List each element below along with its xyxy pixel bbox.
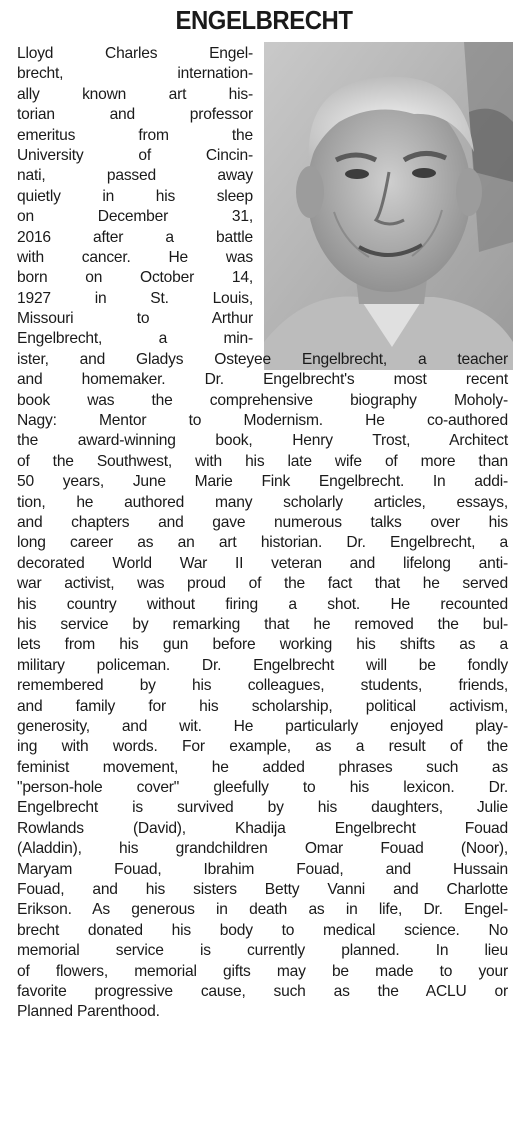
text-line: University of Cincin- [17,146,253,164]
text-line: Engelbrecht, a min- [17,330,253,348]
text-line: born on October 14, [17,269,253,287]
text-line: and family for his scholarship, political activism, [17,697,508,715]
text-line: Rowlands (David), Khadija Engelbrecht Fouad [17,819,508,837]
text-line: his country without firing a shot. He recounted [17,595,508,613]
text-line: remembered by his colleagues, students, friends, [17,677,508,695]
text-line: Nagy: Mentor to Modernism. He co-authored [17,412,508,430]
text-line: Engelbrecht is survived by his daughters, Julie [17,799,508,817]
text-line: Maryam Fouad, Ibrahim Fouad, and Hussain [17,860,508,878]
text-line: brecht, internation- [17,65,253,83]
text-line: on December 31, [17,208,253,226]
text-line: and homemaker. Dr. Engelbrecht's most recent [17,371,508,389]
obituary-full-width-paragraph [17,350,517,1023]
text-line: torian and professor [17,106,253,124]
text-line: of the Southwest, with his late wife of more than [17,452,508,470]
text-line: 50 years, June Marie Fink Engelbrecht. In addi- [17,473,508,491]
text-line: decorated World War II veteran and lifelong anti- [17,554,508,572]
text-line: ally known art his- [17,85,253,103]
text-line: military policeman. Dr. Engelbrecht will be fondly [17,656,508,674]
text-line: ister, and Gladys Osteyee Engelbrecht, a teacher [17,350,508,368]
text-line: war activist, was proud of the fact that he served [17,575,508,593]
text-line: his service by remarking that he removed the bul- [17,615,508,633]
obituary-headline: ENGELBRECHT [175,5,353,35]
text-line: of flowers, memorial gifts may be made to your [17,962,508,980]
obituary-body [17,44,517,1023]
text-line: feminist movement, he added phrases such as [17,758,508,776]
text-line: nati, passed away [17,167,253,185]
text-line: tion, he authored many scholarly articles, essays, [17,493,508,511]
text-line: ing with words. For example, as a result of the [17,738,508,756]
text-line: (Aladdin), his grandchildren Omar Fouad (Noor), [17,840,508,858]
obituary-wrapped-paragraph [17,44,517,350]
text-line: quietly in his sleep [17,187,253,205]
text-line: with cancer. He was [17,248,253,266]
text-line: emeritus from the [17,126,253,144]
text-line: book was the comprehensive biography Moholy- [17,391,508,409]
text-line: Missouri to Arthur [17,310,253,328]
text-line: lets from his gun before working his shifts as a [17,636,508,654]
text-line: memorial service is currently planned. In lieu [17,942,508,960]
text-line: favorite progressive cause, such as the ACLU or [17,982,508,1000]
text-line: Lloyd Charles Engel- [17,45,253,62]
text-line: brecht donated his body to medical science. No [17,921,508,939]
text-line: the award-winning book, Henry Trost, Architect [17,432,508,450]
text-line: Fouad, and his sisters Betty Vanni and Charlotte [17,881,508,899]
text-line: 2016 after a battle [17,228,253,246]
text-line: 1927 in St. Louis, [17,289,253,307]
text-line: Planned Parenthood. [17,1003,160,1021]
text-line: Erikson. As generous in death as in life, Dr. Engel- [17,901,508,919]
text-line: long career as an art historian. Dr. Engelbrecht, a [17,534,508,552]
text-line: generosity, and wit. He particularly enjoyed play- [17,717,508,735]
text-line: and chapters and gave numerous talks over his [17,513,508,531]
text-line: "person-hole cover" gleefully to his lexicon. Dr. [17,779,508,797]
